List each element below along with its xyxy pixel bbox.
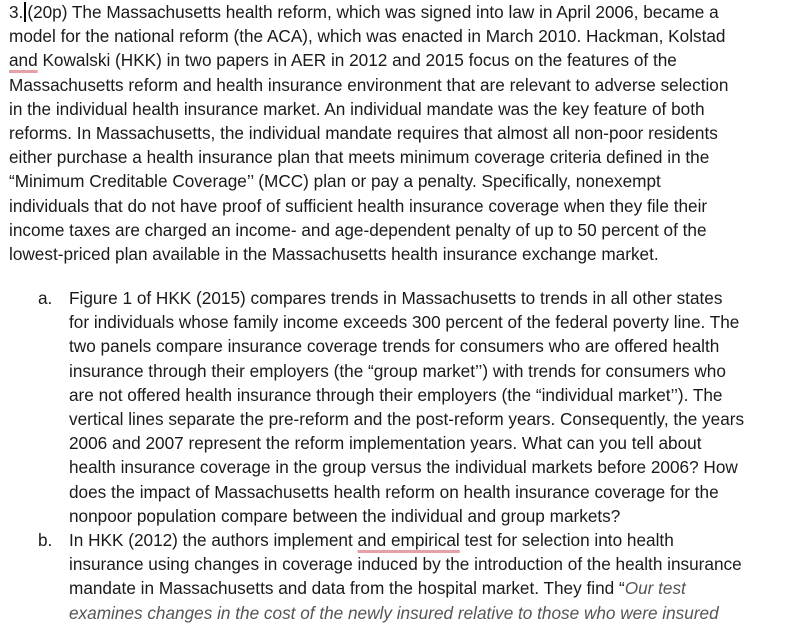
- item-a-line: does the impact of Massachusetts health reform on health insurance coverage for the: [69, 481, 719, 502]
- item-a-line: two panels compare insurance coverage trends for consumers who are offered health: [69, 336, 720, 357]
- question-line-8: “Minimum Creditable Coverage’’ (MCC) plan or pay a penalty. Specifically, nonexempt: [9, 171, 661, 192]
- question-line-11: lowest-priced plan available in the Massachusetts health insurance exchange market.: [9, 243, 659, 264]
- item-a-line: are not offered health insurance through their employers (the “individual market’’). The: [69, 384, 723, 405]
- list-item-a: [9, 286, 799, 528]
- question-line-9: individuals that do not have proof of sufficient health insurance coverage when they file their: [9, 195, 708, 216]
- list-item-b: [9, 528, 799, 625]
- item-a-line: health insurance coverage in the group versus the individual markets before 2006? How: [69, 457, 738, 478]
- quoted-text: Our test: [624, 578, 686, 599]
- item-b-line-1: In HKK (2012) the authors implement and empirical test for selection into health: [69, 529, 674, 550]
- question-number: 3.: [9, 2, 24, 22]
- item-b-line-3: mandate in Massachusetts and data from the hospital market. They find “Our test: [69, 578, 686, 599]
- grammar-flag[interactable]: and empirical: [357, 529, 460, 550]
- item-b-line-2: insurance using changes in coverage induced by the introduction of the health insurance: [69, 554, 742, 575]
- item-a-line: for individuals whose family income exceeds 300 percent of the federal poverty line. The: [69, 312, 740, 333]
- list-marker-b: b.: [38, 529, 53, 550]
- document-body[interactable]: [9, 0, 799, 625]
- list-marker-a: a.: [38, 288, 53, 309]
- question-line-4: Massachusetts reform and health insurance environment that are relevant to adverse selection: [9, 74, 729, 95]
- question-line-1: 3. (20p) The Massachusetts health reform, which was signed into law in April 2006, became a: [9, 2, 719, 22]
- item-a-line: nonpoor population compare between the individual and group markets?: [69, 505, 621, 526]
- item-a-line: insurance through their employers (the “group market’’) with trends for consumers who: [69, 360, 726, 381]
- question-paragraph: [9, 0, 799, 266]
- question-line-6: reforms. In Massachusetts, the individual mandate requires that almost all non-poor residents: [9, 122, 718, 143]
- question-line-10: income taxes are charged an income- and age-dependent penalty of up to 50 percent of the: [9, 219, 707, 240]
- question-line-2: model for the national reform (the ACA), which was enacted in March 2010. Hackman, Kolstad: [9, 26, 726, 47]
- item-b-line-4: examines changes in the cost of the newly insured relative to those who were insured: [69, 602, 719, 623]
- question-line-7: either purchase a health insurance plan that meets minimum coverage criteria defined in the: [9, 147, 710, 168]
- item-a-line: vertical lines separate the pre-reform and the post-reform years. Consequently, the years: [69, 409, 745, 429]
- question-line-3: and Kowalski (HKK) in two papers in AER in 2012 and 2015 focus on the features of the: [9, 50, 677, 71]
- spelling-flag[interactable]: and: [9, 50, 38, 71]
- item-a-line: 2006 and 2007 represent the reform implementation years. What can you tell about: [69, 433, 702, 454]
- question-line-5: in the individual health insurance market. An individual mandate was the key feature of both: [9, 98, 705, 119]
- item-a-line: Figure 1 of HKK (2015) compares trends in Massachusetts to trends in all other states: [69, 288, 723, 309]
